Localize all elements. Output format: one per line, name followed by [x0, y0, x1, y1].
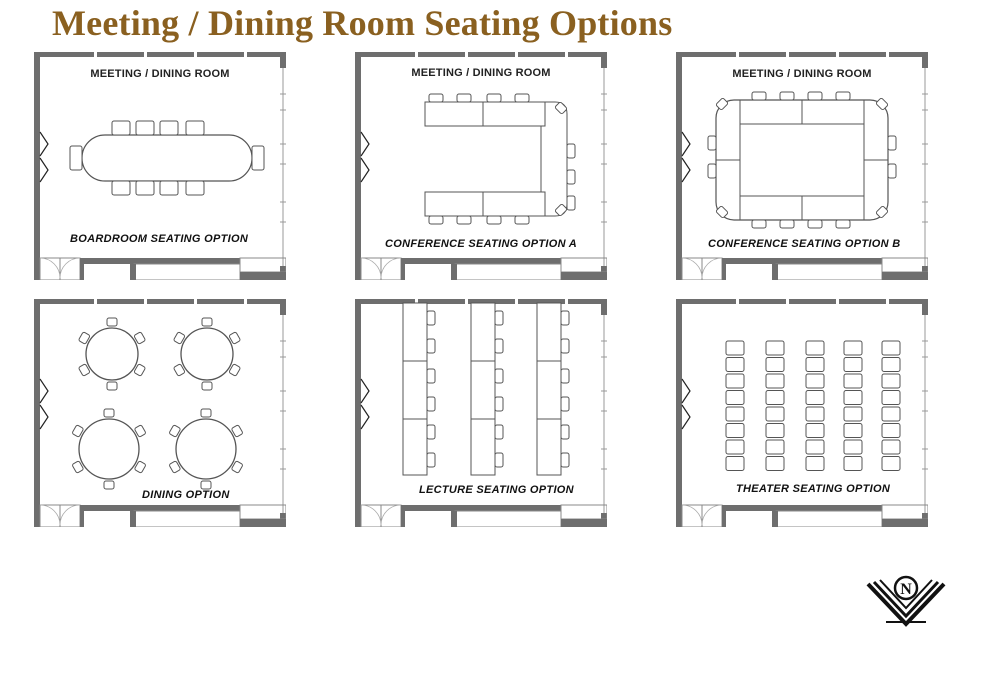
chair: [844, 440, 862, 454]
window-gap: [94, 299, 97, 304]
chair: [806, 391, 824, 405]
wall-left: [355, 299, 361, 527]
option-label: BOARDROOM SEATING OPTION: [70, 233, 249, 245]
window-gap: [244, 52, 247, 57]
chair: [202, 318, 212, 326]
floor-plan-drawing: [34, 52, 286, 280]
chair: [567, 196, 575, 210]
chair: [726, 407, 744, 421]
chair: [726, 341, 744, 355]
chair: [882, 457, 900, 471]
chair: [201, 481, 211, 489]
page-title: Meeting / Dining Room Seating Options: [52, 3, 673, 43]
round-table: [181, 328, 233, 380]
chair: [495, 369, 503, 383]
alcove: [134, 264, 240, 280]
alcove: [455, 511, 561, 527]
chair: [561, 453, 569, 467]
chair: [844, 391, 862, 405]
table-right: [541, 102, 567, 216]
chair: [882, 424, 900, 438]
wall-bottom: [722, 505, 882, 511]
chair: [107, 382, 117, 390]
chair: [844, 407, 862, 421]
chair: [160, 181, 178, 195]
chair: [844, 374, 862, 388]
chair: [561, 397, 569, 411]
chair: [882, 407, 900, 421]
chair: [561, 339, 569, 353]
brand-logo: [866, 574, 946, 633]
side-doors: [361, 132, 369, 182]
window-gap: [886, 52, 889, 57]
window-gap: [194, 52, 197, 57]
side-doors: [682, 132, 690, 182]
chair: [201, 409, 211, 417]
option-label: THEATER SEATING OPTION: [736, 483, 891, 495]
alcove-post: [772, 264, 778, 280]
window-gap: [465, 52, 468, 57]
logo-mark: [866, 574, 946, 628]
conference-b-plan: [676, 52, 928, 280]
door-swing: [702, 258, 722, 278]
chair: [844, 424, 862, 438]
wall-bottom-right: [882, 272, 928, 280]
window-gap: [886, 299, 889, 304]
chair: [726, 374, 744, 388]
alcove-post: [772, 511, 778, 527]
theater-plan: [676, 299, 928, 527]
chair: [160, 121, 178, 135]
option-label: DINING OPTION: [142, 489, 230, 501]
side-doors: [682, 379, 690, 429]
chair: [427, 453, 435, 467]
chair: [427, 425, 435, 439]
chair: [70, 146, 82, 170]
chair: [495, 453, 503, 467]
wall-bottom: [401, 505, 561, 511]
wall-right-upper: [280, 52, 286, 68]
window-gap: [515, 52, 518, 57]
chair: [808, 220, 822, 228]
chair: [888, 136, 896, 150]
chair: [766, 358, 784, 372]
alcove: [776, 511, 882, 527]
window-gap: [194, 299, 197, 304]
door-swing: [381, 258, 401, 278]
wall-top: [34, 52, 286, 57]
chair: [882, 358, 900, 372]
chair: [708, 164, 716, 178]
window-gap: [836, 52, 839, 57]
table-inner: [740, 124, 864, 196]
chair: [806, 374, 824, 388]
chair: [888, 164, 896, 178]
chair: [882, 440, 900, 454]
chair: [766, 440, 784, 454]
chair: [104, 409, 114, 417]
chair: [808, 92, 822, 100]
chair: [766, 391, 784, 405]
window-gap: [465, 299, 468, 304]
chair: [112, 181, 130, 195]
chair: [836, 220, 850, 228]
window-gap: [736, 52, 739, 57]
wall-left: [676, 52, 682, 280]
door-swing: [682, 505, 702, 525]
window-gap: [565, 299, 568, 304]
chair: [202, 382, 212, 390]
wall-top: [355, 52, 607, 57]
wall-right-upper: [601, 299, 607, 315]
chair: [112, 121, 130, 135]
corner-window: [240, 258, 286, 272]
chair: [427, 369, 435, 383]
side-doors: [361, 379, 369, 429]
option-label: LECTURE SEATING OPTION: [419, 484, 574, 496]
chair: [457, 94, 471, 102]
door-swing: [40, 258, 60, 278]
window-gap: [786, 299, 789, 304]
chair: [766, 341, 784, 355]
chair: [806, 457, 824, 471]
wall-top: [676, 299, 928, 304]
round-table: [176, 419, 236, 479]
chair: [495, 425, 503, 439]
alcove: [134, 511, 240, 527]
window-gap: [515, 299, 518, 304]
window-gap: [415, 52, 418, 57]
chair: [844, 341, 862, 355]
wall-right-upper: [280, 299, 286, 315]
window-gap: [244, 299, 247, 304]
corner-window: [240, 505, 286, 519]
room-name-label: MEETING / DINING ROOM: [732, 68, 872, 80]
window-gap: [565, 52, 568, 57]
dining-plan: [34, 299, 286, 527]
wall-bottom-right: [240, 519, 286, 527]
wall-left: [355, 52, 361, 280]
chair: [186, 181, 204, 195]
chair: [882, 391, 900, 405]
door-swing: [361, 505, 381, 525]
chair: [844, 358, 862, 372]
wall-bottom: [80, 505, 240, 511]
boardroom-table: [82, 135, 252, 181]
wall-bottom-right: [561, 272, 607, 280]
wall-bottom-right: [240, 272, 286, 280]
chair: [766, 424, 784, 438]
alcove-post: [451, 511, 457, 527]
table-bottom: [425, 192, 545, 216]
room-name-label: MEETING / DINING ROOM: [411, 67, 551, 79]
wall-bottom: [722, 258, 882, 264]
lecture-table: [471, 303, 495, 475]
corner-window: [882, 258, 928, 272]
chair: [882, 341, 900, 355]
door-swing: [381, 505, 401, 525]
alcove: [455, 264, 561, 280]
chair: [427, 397, 435, 411]
wall-right-upper: [601, 52, 607, 68]
wall-bottom-right: [882, 519, 928, 527]
wall-right-upper: [922, 299, 928, 315]
chair: [806, 358, 824, 372]
side-doors: [40, 379, 48, 429]
corner-window: [882, 505, 928, 519]
lecture-table: [537, 303, 561, 475]
chair: [806, 407, 824, 421]
chair: [495, 311, 503, 325]
side-doors: [40, 132, 48, 182]
option-label: CONFERENCE SEATING OPTION A: [385, 238, 578, 250]
chair: [429, 216, 443, 224]
window-gap: [836, 299, 839, 304]
wall-left: [34, 52, 40, 280]
chair: [752, 92, 766, 100]
chair: [780, 92, 794, 100]
corner-window: [561, 258, 607, 272]
window-gap: [144, 299, 147, 304]
chair: [561, 311, 569, 325]
wall-left: [34, 299, 40, 527]
chair: [726, 440, 744, 454]
chair: [766, 457, 784, 471]
chair: [561, 425, 569, 439]
door-swing: [60, 505, 80, 525]
window-gap: [94, 52, 97, 57]
chair: [495, 397, 503, 411]
chair: [427, 311, 435, 325]
conference-a-plan: [355, 52, 607, 280]
chair: [844, 457, 862, 471]
wall-bottom: [80, 258, 240, 264]
chair: [726, 391, 744, 405]
option-label: CONFERENCE SEATING OPTION B: [708, 238, 901, 250]
chair: [252, 146, 264, 170]
chair: [780, 220, 794, 228]
chair: [107, 318, 117, 326]
chair: [567, 170, 575, 184]
lecture-table: [403, 303, 427, 475]
wall-bottom: [401, 258, 561, 264]
alcove: [776, 264, 882, 280]
window-gap: [144, 52, 147, 57]
door-swing: [40, 505, 60, 525]
window-gap: [786, 52, 789, 57]
chair: [766, 407, 784, 421]
wall-top: [34, 299, 286, 304]
wall-left: [676, 299, 682, 527]
round-table: [86, 328, 138, 380]
alcove-post: [130, 511, 136, 527]
chair: [515, 216, 529, 224]
chair: [726, 358, 744, 372]
corner-window: [561, 505, 607, 519]
chair: [136, 181, 154, 195]
door-swing: [682, 258, 702, 278]
chair: [487, 216, 501, 224]
chair: [136, 121, 154, 135]
wall-bottom-right: [561, 519, 607, 527]
wall-top: [676, 52, 928, 57]
room-name-label: MEETING / DINING ROOM: [90, 68, 230, 80]
chair: [726, 457, 744, 471]
chair: [104, 481, 114, 489]
alcove-post: [451, 264, 457, 280]
chair: [708, 136, 716, 150]
wall-right-upper: [922, 52, 928, 68]
chair: [515, 94, 529, 102]
round-table: [79, 419, 139, 479]
chair: [427, 339, 435, 353]
chair: [567, 144, 575, 158]
chair: [752, 220, 766, 228]
table-top: [425, 102, 545, 126]
chair: [882, 374, 900, 388]
door-swing: [60, 258, 80, 278]
door-swing: [361, 258, 381, 278]
chair: [726, 424, 744, 438]
alcove-post: [130, 264, 136, 280]
chair: [429, 94, 443, 102]
chair: [457, 216, 471, 224]
chair: [836, 92, 850, 100]
door-swing: [702, 505, 722, 525]
chair: [487, 94, 501, 102]
chair: [495, 339, 503, 353]
lecture-plan: [355, 299, 607, 527]
chair: [806, 424, 824, 438]
logo-letter: N: [900, 581, 912, 598]
chair: [186, 121, 204, 135]
boardroom-plan: [34, 52, 286, 280]
chair: [806, 440, 824, 454]
chair: [561, 369, 569, 383]
chair: [806, 341, 824, 355]
window-gap: [736, 299, 739, 304]
chair: [766, 374, 784, 388]
